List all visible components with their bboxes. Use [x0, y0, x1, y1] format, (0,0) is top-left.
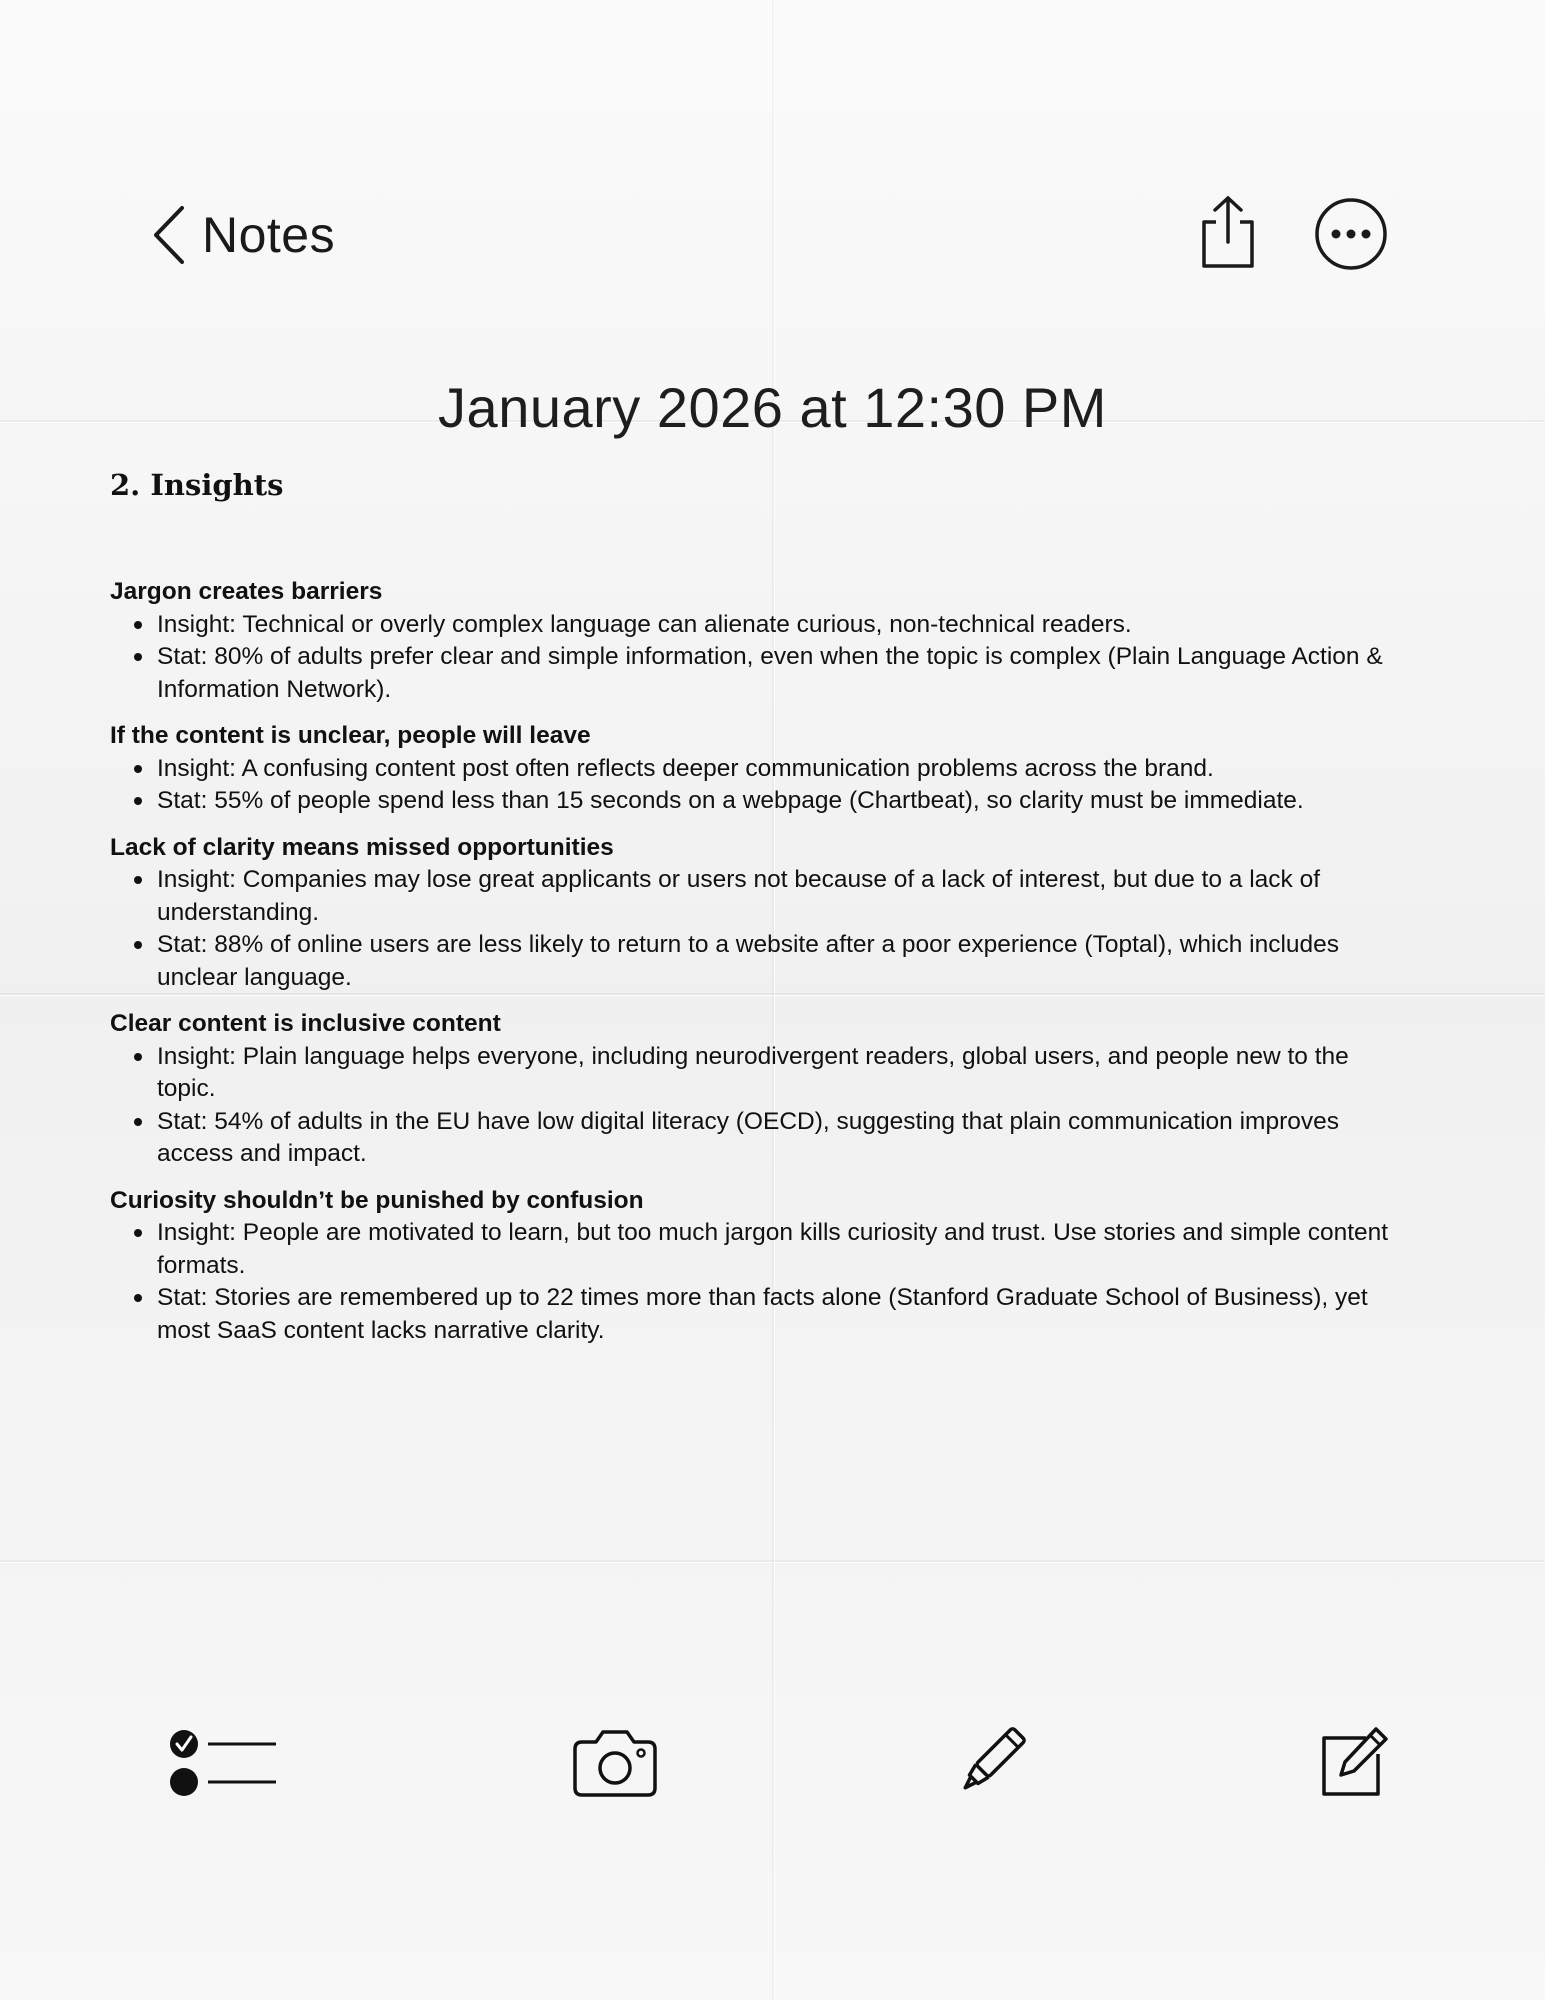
compose-button[interactable] — [1318, 1726, 1390, 1798]
insight-block — [110, 1008, 1410, 1171]
checklist-button[interactable] — [168, 1728, 280, 1800]
section-title: 2. Insights — [110, 468, 284, 502]
block-title: Curiosity shouldn’t be punished by confusion — [110, 1186, 644, 1214]
insight-block — [110, 720, 1410, 818]
more-button[interactable] — [1314, 197, 1388, 271]
block-title: Lack of clarity means missed opportunities — [110, 833, 614, 861]
back-label: Notes — [202, 207, 336, 263]
insight-block — [110, 576, 1410, 706]
checklist-icon — [168, 1728, 280, 1800]
chevron-left-icon — [152, 205, 188, 265]
insight-block — [110, 832, 1410, 995]
block-title: Clear content is inclusive content — [110, 1010, 501, 1037]
share-button[interactable] — [1198, 194, 1258, 270]
list-item: Stat: 88% of online users are less likely to return to a website after a poor experience (Toptal), which includes unclear language. — [157, 929, 1410, 994]
list-item: Stat: Stories are remembered up to 22 times more than facts alone (Stanford Graduate School of Business), yet most SaaS content lacks narrative clarity. — [157, 1282, 1410, 1347]
block-title: If the content is unclear, people will leave — [110, 722, 591, 749]
camera-button[interactable] — [572, 1728, 658, 1798]
markup-pen-icon — [953, 1726, 1027, 1800]
list-item: Insight: People are motivated to learn, but too much jargon kills curiosity and trust. Use stories and simple content formats. — [157, 1217, 1410, 1282]
list-item: Insight: Plain language helps everyone, including neurodivergent readers, global users, and people new to the topic. — [157, 1041, 1410, 1106]
compose-icon — [1318, 1726, 1390, 1798]
list-item: Insight: A confusing content post often reflects deeper communication problems across the brand. — [157, 753, 1410, 786]
camera-icon — [572, 1728, 658, 1798]
insight-block — [110, 1185, 1410, 1348]
list-item: Stat: 54% of adults in the EU have low digital literacy (OECD), suggesting that plain communication improves access and impact. — [157, 1106, 1410, 1171]
note-body[interactable] — [110, 576, 1410, 1361]
list-item: Stat: 55% of people spend less than 15 seconds on a webpage (Chartbeat), so clarity must be immediate. — [157, 785, 1410, 818]
list-item: Insight: Technical or overly complex language can alienate curious, non-technical readers. — [157, 609, 1410, 642]
back-button[interactable] — [152, 205, 335, 265]
list-item: Insight: Companies may lose great applicants or users not because of a lack of interest, but due to a lack of understanding. — [157, 864, 1410, 929]
block-title: Jargon creates barriers — [110, 578, 383, 605]
more-icon — [1314, 197, 1388, 271]
list-item: Stat: 80% of adults prefer clear and simple information, even when the topic is complex (Plain Language Action & Information Network). — [157, 641, 1410, 706]
share-icon — [1198, 194, 1258, 270]
note-date: January 2026 at 12:30 PM — [438, 376, 1107, 439]
markup-button[interactable] — [953, 1726, 1027, 1800]
